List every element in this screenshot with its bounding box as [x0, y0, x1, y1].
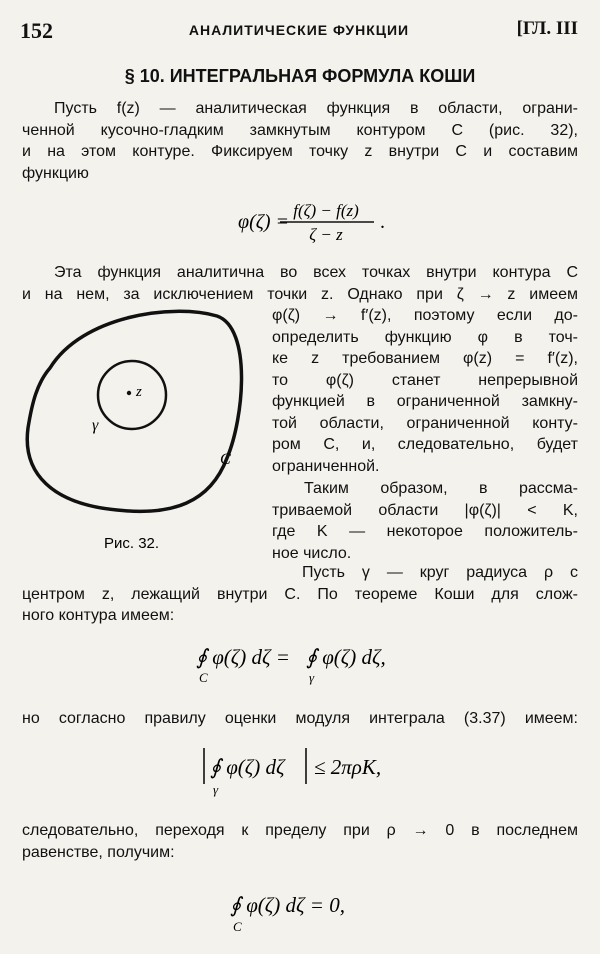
label-z: z [136, 384, 142, 400]
formula-svg [0, 744, 600, 800]
page-header [20, 18, 578, 46]
formula-right: ∮ φ(ζ) dζ, [306, 645, 386, 669]
text-line: триваемой области |φ(ζ)| < K, [272, 501, 578, 519]
chapter-label: [ГЛ. III [516, 18, 578, 39]
page-number: 152 [20, 18, 53, 43]
formula-lhs: φ(ζ) = [238, 211, 289, 233]
text-line: но согласно правилу оценки модуля интеграла (3.37) имеем: [22, 710, 578, 727]
paragraph-6 [22, 820, 578, 863]
text-line: и на нем, за исключением точки z. Однако при ζ → z имеем [22, 285, 578, 303]
formula-phi-definition [0, 200, 600, 244]
formula-left: ∮ φ(ζ) dζ = [196, 645, 290, 669]
text-line: Пусть f(z) — аналитическая функция в области, ограни- [54, 100, 578, 117]
label-C: C [220, 451, 231, 468]
text-line: то φ(ζ) станет непрерывной [272, 371, 578, 389]
contour-C [27, 311, 241, 511]
text-line: функцию [22, 164, 89, 182]
section-title: § 10. ИНТЕГРАЛЬНАЯ ФОРМУЛА КОШИ [124, 66, 476, 86]
text-line: ное число. [272, 544, 352, 562]
formula-end: . [380, 211, 385, 233]
formula-numerator: f(ζ) − f(z) [293, 201, 359, 220]
formula-cauchy-contours [0, 636, 600, 688]
formula-zero-integral [0, 884, 600, 940]
text-line: функцией в ограниченной замкну- [272, 393, 578, 410]
formula-estimate [0, 744, 600, 800]
paragraph-5 [22, 708, 578, 730]
formula-inner: ∮ φ(ζ) dζ [210, 755, 285, 779]
text-line: центром z, лежащий внутри C. По теореме Коши для слож- [22, 585, 578, 603]
text-line: ограниченной. [272, 457, 380, 475]
formula-rhs: ≤ 2πρK, [314, 755, 382, 779]
text-line: φ(ζ) → f′(z), поэтому если до- [272, 307, 578, 324]
text-line: ром C, и, следовательно, будет [272, 436, 578, 453]
formula-right-sub: γ [309, 670, 315, 685]
paragraph-2-wrap [272, 305, 578, 477]
paragraph-1 [22, 98, 578, 184]
text-line: той области, ограниченной конту- [272, 414, 578, 432]
text-line: ке z требованием φ(z) = f′(z), [272, 350, 578, 367]
figure-caption: Рис. 32. [104, 535, 160, 552]
formula-denominator: ζ − z [309, 225, 343, 244]
paragraph-3 [272, 478, 578, 564]
formula-sub: γ [213, 782, 219, 797]
text-line: Эта функция аналитична во всех точках внутри контура C [54, 264, 578, 281]
text-line: Пусть γ — круг радиуса ρ с [302, 564, 578, 581]
text-line: ного контура имеем: [22, 607, 175, 624]
text-line: следовательно, переходя к пределу при ρ → 0 в последнем [22, 822, 578, 839]
text-line: равенстве, получим: [22, 843, 175, 861]
text-line: и на этом контуре. Фиксируем точку z внутри C и составим [22, 143, 578, 160]
text-line: где K — некоторое положитель- [272, 523, 578, 540]
text-line: определить функцию φ в точ- [272, 328, 578, 346]
running-title: АНАЛИТИЧЕСКИЕ ФУНКЦИИ [188, 22, 410, 38]
center-point [127, 391, 131, 395]
formula-svg [0, 200, 600, 244]
contour-diagram [22, 298, 252, 568]
figure-32 [22, 298, 252, 568]
text-line: ченной кусочно-гладким замкнутым контуром C (рис. 32), [22, 121, 578, 139]
formula-left-sub: C [199, 670, 208, 685]
formula-sub: C [233, 919, 242, 934]
formula-svg [0, 636, 600, 688]
formula-svg [0, 884, 600, 940]
label-gamma: γ [92, 417, 99, 434]
formula-expr: ∮ φ(ζ) dζ = 0, [230, 893, 345, 917]
circle-gamma [98, 361, 166, 429]
paragraph-4 [22, 562, 578, 627]
text-line: Таким образом, в рассма- [304, 480, 578, 497]
